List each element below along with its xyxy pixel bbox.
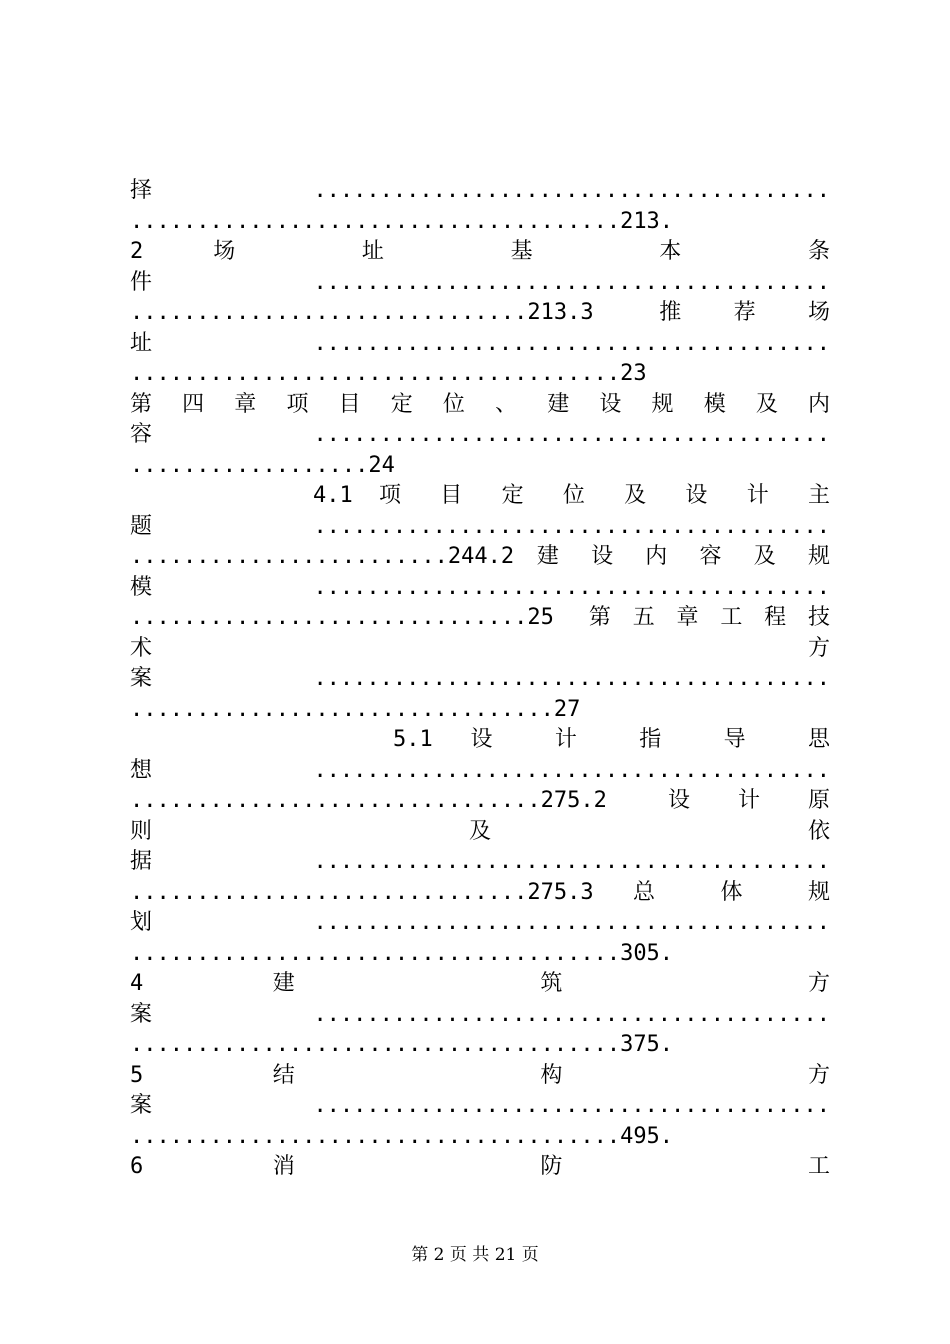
toc-line: ...............................275.2 设计原 [130, 788, 830, 813]
toc-line: .....................................23 [130, 361, 647, 386]
toc-line: ..............................25 第五章工程技 [130, 605, 830, 630]
toc-line: 第 四 章 项 目 定 位 、 建 设 规 模 及 内 [130, 391, 830, 417]
toc-line: 案....................................... [130, 1093, 830, 1118]
toc-line: 4.1 项 目 定 位 及 设 计 主 [313, 483, 830, 508]
toc-line: 案....................................... [130, 666, 830, 691]
toc-line: 4 建 筑 方 [130, 971, 830, 996]
toc-line: .....................................213. [130, 208, 674, 234]
toc-line: 则 及 依 [130, 818, 830, 844]
toc-line: 案....................................... [130, 1001, 830, 1027]
toc-line: .....................................375. [130, 1032, 674, 1057]
toc-line: 6 消 防 工 [130, 1154, 830, 1179]
toc-line: 据....................................... [130, 849, 830, 874]
toc-line: 划....................................... [130, 910, 830, 935]
toc-line: 术 方 [130, 635, 830, 661]
toc-line: ..............................213.3 推荐场 [130, 300, 830, 325]
toc-line: 模....................................... [130, 574, 830, 600]
toc-line: ................................27 [130, 696, 581, 722]
toc-line: 容....................................... [130, 422, 830, 447]
page-footer: 第 2 页 共 21 页 [411, 1245, 539, 1265]
toc-line: 想....................................... [130, 757, 830, 783]
toc-line: 件....................................... [130, 269, 830, 295]
toc-line: 2 场 址 基 本 条 [130, 239, 830, 264]
toc-line: .....................................305. [130, 940, 674, 966]
toc-line: 择....................................... [130, 178, 830, 203]
toc-line: ..................24 [130, 452, 395, 478]
toc-line: 5 结 构 方 [130, 1062, 830, 1088]
toc-line: ..............................275.3 总 体 规 [130, 879, 830, 905]
toc-line: 题....................................... [130, 513, 830, 539]
toc-line: 5.1 设 计 指 导 思 [393, 727, 830, 752]
toc-line: ........................244.2 建 设 内 容 及 规 [130, 544, 830, 569]
toc-line: .....................................495. [130, 1123, 674, 1149]
toc-line: 址....................................... [130, 330, 830, 356]
table-of-contents [130, 176, 830, 1183]
